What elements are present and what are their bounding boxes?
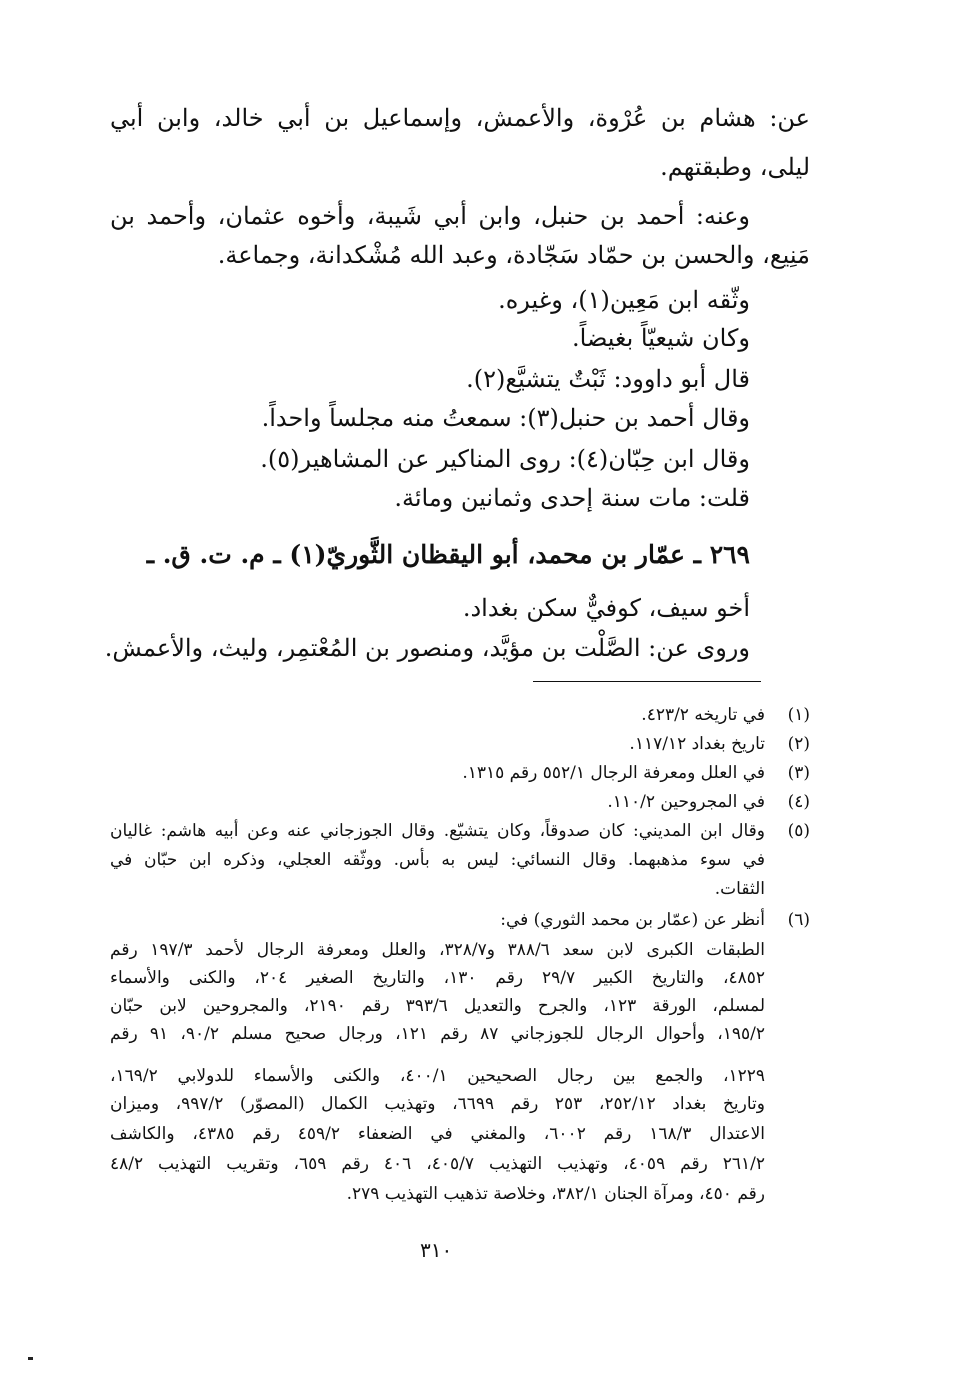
text-line: عن: هشام بن عُرْوة، والأعمش، وإسماعيل بن أبي خالد، وابن أبي	[110, 104, 810, 132]
footnote-number: (٣)	[787, 763, 810, 783]
footnote-text: ٤٨٥٢، والتاريخ الكبير ٢٩/٧ رقم ١٣٠، والتاريخ الصغير ٢٠٤، والكنى والأسماء	[110, 968, 765, 988]
footnote-text: الثقات.	[714, 879, 765, 899]
scan-mark	[28, 1357, 33, 1360]
footnote-text: رقم ٤٥٠، ومرآة الجنان ٣٨٢/١، وخلاصة تذهيب التهذيب ٢٧٩.	[346, 1184, 765, 1204]
footnote-number: (٥)	[787, 821, 810, 841]
footnote-text: الاعتدال ١٦٨/٣ رقم ٦٠٠٢، والمغني في الضعفاء ٤٥٩/٢ رقم ٤٣٨٥، والكاشف	[110, 1124, 765, 1144]
text-line: وثّقه ابن مَعِين(١)، وغيره.	[498, 286, 750, 314]
footnote-text: في المجروحين ١١٠/٢.	[607, 792, 765, 812]
footnote-number: (١)	[787, 705, 810, 725]
footnote-number: (٢)	[787, 734, 810, 754]
text-line: وقال ابن حِبّان(٤): روى المناكير عن المشاهير(٥).	[260, 445, 750, 473]
text-line: أخو سيف، كوفيٌّ سكن بغداد.	[462, 594, 750, 622]
footnote-text: أنظر عن (عمّار بن محمد الثوري) في:	[500, 910, 765, 930]
footnote-text: في تاريخه ٤٢٣/٢.	[641, 705, 765, 725]
footnote-text: الطبقات الكبرى لابن سعد ٣٨٨/٦ و٣٢٨/٧، والعلل ومعرفة الرجال لأحمد ١٩٧/٣ رقم	[110, 940, 765, 960]
text-line: ليلى، وطبقتهم.	[660, 153, 810, 181]
entry-heading: ٢٦٩ ـ عمّار بن محمد، أبو اليقظان الثَّوريّ(١) ـ م. ت. ق. ـ	[146, 540, 750, 569]
footnote-number: (٤)	[787, 792, 810, 812]
text-line: وقال أحمد بن حنبل(٣): سمعتُ منه مجلساً واحداً.	[261, 404, 750, 432]
text-line: مَنِيع، والحسن بن حمّاد سَجّادة، وعبد الله مُشْكدانة، وجماعة.	[217, 241, 810, 269]
footnote-text: ١٢٢٩، والجمع بين رجال الصحيحين ٤٠٠/١، والكنى والأسماء للدولابي ١٦٩/٢،	[110, 1066, 765, 1086]
footnote-text: في سوء مذهبهما. وقال النسائي: ليس به بأس. ووثّقه العجلي، وذكره ابن حبّان في	[110, 850, 765, 870]
footnotes	[110, 0, 810, 1230]
text-line: وعنه: أحمد بن حنبل، وابن أبي شَيبة، وأخوه عثمان، وأحمد بن	[110, 202, 750, 230]
footnote-text: لمسلم، الورقة ١٢٣، والجرح والتعديل ٣٩٣/٦ رقم ٢١٩٠، والمجروحين لابن حبّان	[110, 996, 766, 1016]
text-line: قلت: مات سنة إحدى وثمانين ومائة.	[394, 484, 750, 512]
page-number: ٣١٠	[420, 1238, 453, 1262]
text-line: وروى عن: الصَّلْت بن مؤيَّد، ومنصور بن المُعْتمِر، وليث، والأعمش.	[104, 634, 750, 662]
footnote-text: وتاريخ بغداد ٢٥٢/١٢، ٢٥٣ رقم ٦٦٩٩، وتهذيب الكمال (المصوّر) ٩٩٧/٢، وميزان	[110, 1094, 765, 1114]
footnote-text: ١٩٥/٢، وأحوال الرجال للجوزجاني ٨٧ رقم ١٢١، ورجال صحيح مسلم ٩٠/٢، ٩١ رقم	[110, 1024, 765, 1044]
text-line: وكان شيعيّاً بغيضاً.	[572, 324, 750, 352]
footnote-text: تاريخ بغداد ١١٧/١٢.	[629, 734, 765, 754]
footnote-text: ٢٦١/٢ رقم ٤٠٥٩، وتهذيب التهذيب ٤٠٥/٧، ٤٠٦ رقم ٦٥٩، وتقريب التهذيب ٤٨/٢	[110, 1154, 765, 1174]
footnote-text: في العلل ومعرفة الرجال ٥٥٢/١ رقم ١٣١٥.	[462, 763, 765, 783]
text-line: قال أبو داوود: ثَبْتٌ يتشيَّع(٢).	[466, 365, 750, 393]
footnote-text: وقال ابن المديني: كان صدوقاً، وكان يتشيّع. وقال الجوزجاني عنه وعن أبيه هاشم: غاليان	[110, 821, 766, 841]
footnote-number: (٦)	[787, 910, 810, 930]
